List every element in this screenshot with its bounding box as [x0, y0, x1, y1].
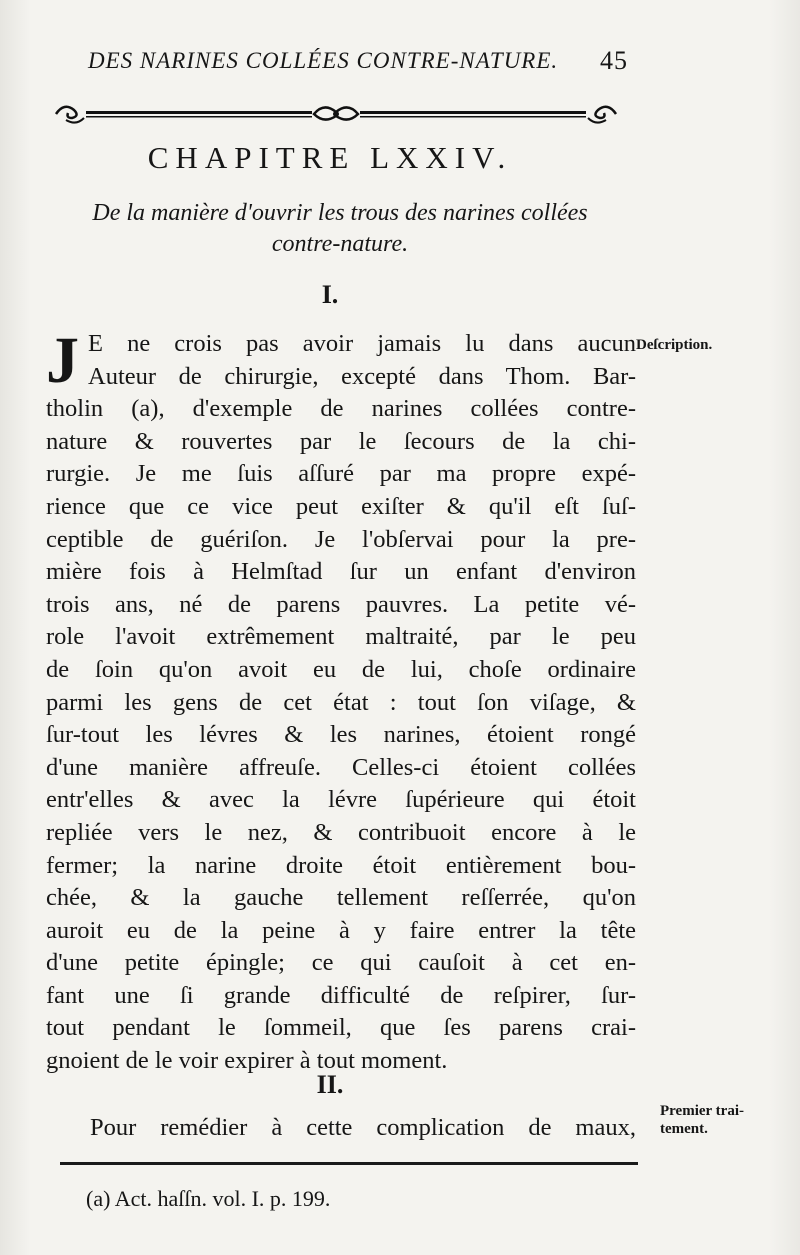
text-line: entr'elles & avec la lévre ſupérieure qui étoit: [46, 786, 636, 814]
text-line: E ne crois pas avoir jamais lu dans aucun: [88, 330, 636, 357]
section-number-1: I.: [321, 280, 339, 309]
margin-note-description: Deſcription.: [636, 337, 713, 353]
running-head: [88, 44, 628, 78]
text-line: repliée vers le nez, & contribuoit encore à le: [46, 818, 636, 846]
text-line: chée, & la gauche tellement reſſerrée, qu'on: [46, 884, 636, 912]
chapter-title: CHAPITRE LXXIV.: [147, 140, 513, 175]
text-line: nature & rouvertes par le ſecours de la chi-: [46, 427, 636, 455]
section-number-2: II.: [316, 1070, 344, 1099]
page-number: 45: [600, 46, 628, 75]
text-line: fant une ſi grande difficulté de reſpirer, ſur-: [46, 981, 636, 1009]
text-line: Auteur de chirurgie, excepté dans Thom. Bar-: [88, 362, 636, 390]
text-line: mière fois à Helmſtad ſur un enfant d'environ: [46, 558, 636, 586]
section-2-text: [90, 1112, 636, 1145]
text-line: parmi les gens de cet état : tout ſon viſage, &: [46, 688, 636, 716]
text-line: role l'avoit extrêmement maltraité, par le peu: [46, 623, 636, 651]
text-line: tholin (a), d'exemple de narines collées contre-: [46, 395, 636, 423]
text-line: ſur-tout les lévres & les narines, étoient rongé: [46, 721, 636, 749]
chapter-subtitle: [40, 198, 640, 260]
margin-note-line: Premier trai-: [660, 1103, 744, 1119]
drop-cap: J: [46, 324, 79, 397]
chapter-subtitle-line-2: contre-nature.: [271, 231, 409, 257]
text-line: ceptible de guériſon. Je l'obſervai pour la pre-: [46, 525, 636, 553]
text-line: tout pendant le ſommeil, que ſes parens crai-: [46, 1014, 636, 1042]
ornament-rule-icon: [52, 100, 620, 128]
text-line: fermer; la narine droite étoit entièrement bou-: [46, 851, 636, 879]
text-line: d'une petite épingle; ce qui cauſoit à cet en-: [46, 949, 636, 977]
text-line: rience que ce vice peut exiſter & qu'il eſt ſuſ-: [46, 492, 636, 520]
text-line: d'une manière affreuſe. Celles-ci étoient collées: [46, 753, 636, 781]
footnote: (a) Act. haſſn. vol. I. p. 199.: [86, 1186, 331, 1211]
text-line: Pour remédier à cette complication de maux,: [90, 1114, 636, 1141]
section-1-text: [46, 324, 636, 1078]
margin-note-line: tement.: [660, 1121, 708, 1137]
text-line: gnoient de le voir expirer à tout moment.: [46, 1047, 448, 1075]
chapter-subtitle-line-1: De la manière d'ouvrir les trous des narines collées: [92, 200, 588, 226]
margin-note-premier-traitement: [660, 1102, 744, 1138]
text-line: de ſoin qu'on avoit eu de lui, choſe ordinaire: [46, 655, 636, 683]
footnote-rule: [60, 1162, 638, 1165]
text-line: rurgie. Je me ſuis aſſuré par ma propre expé-: [46, 460, 636, 488]
running-head-title: DES NARINES COLLÉES CONTRE-NATURE.: [88, 48, 559, 73]
text-line: trois ans, né de parens pauvres. La petite vé-: [46, 590, 636, 618]
text-line: auroit eu de la peine à y faire entrer la tête: [46, 916, 636, 944]
